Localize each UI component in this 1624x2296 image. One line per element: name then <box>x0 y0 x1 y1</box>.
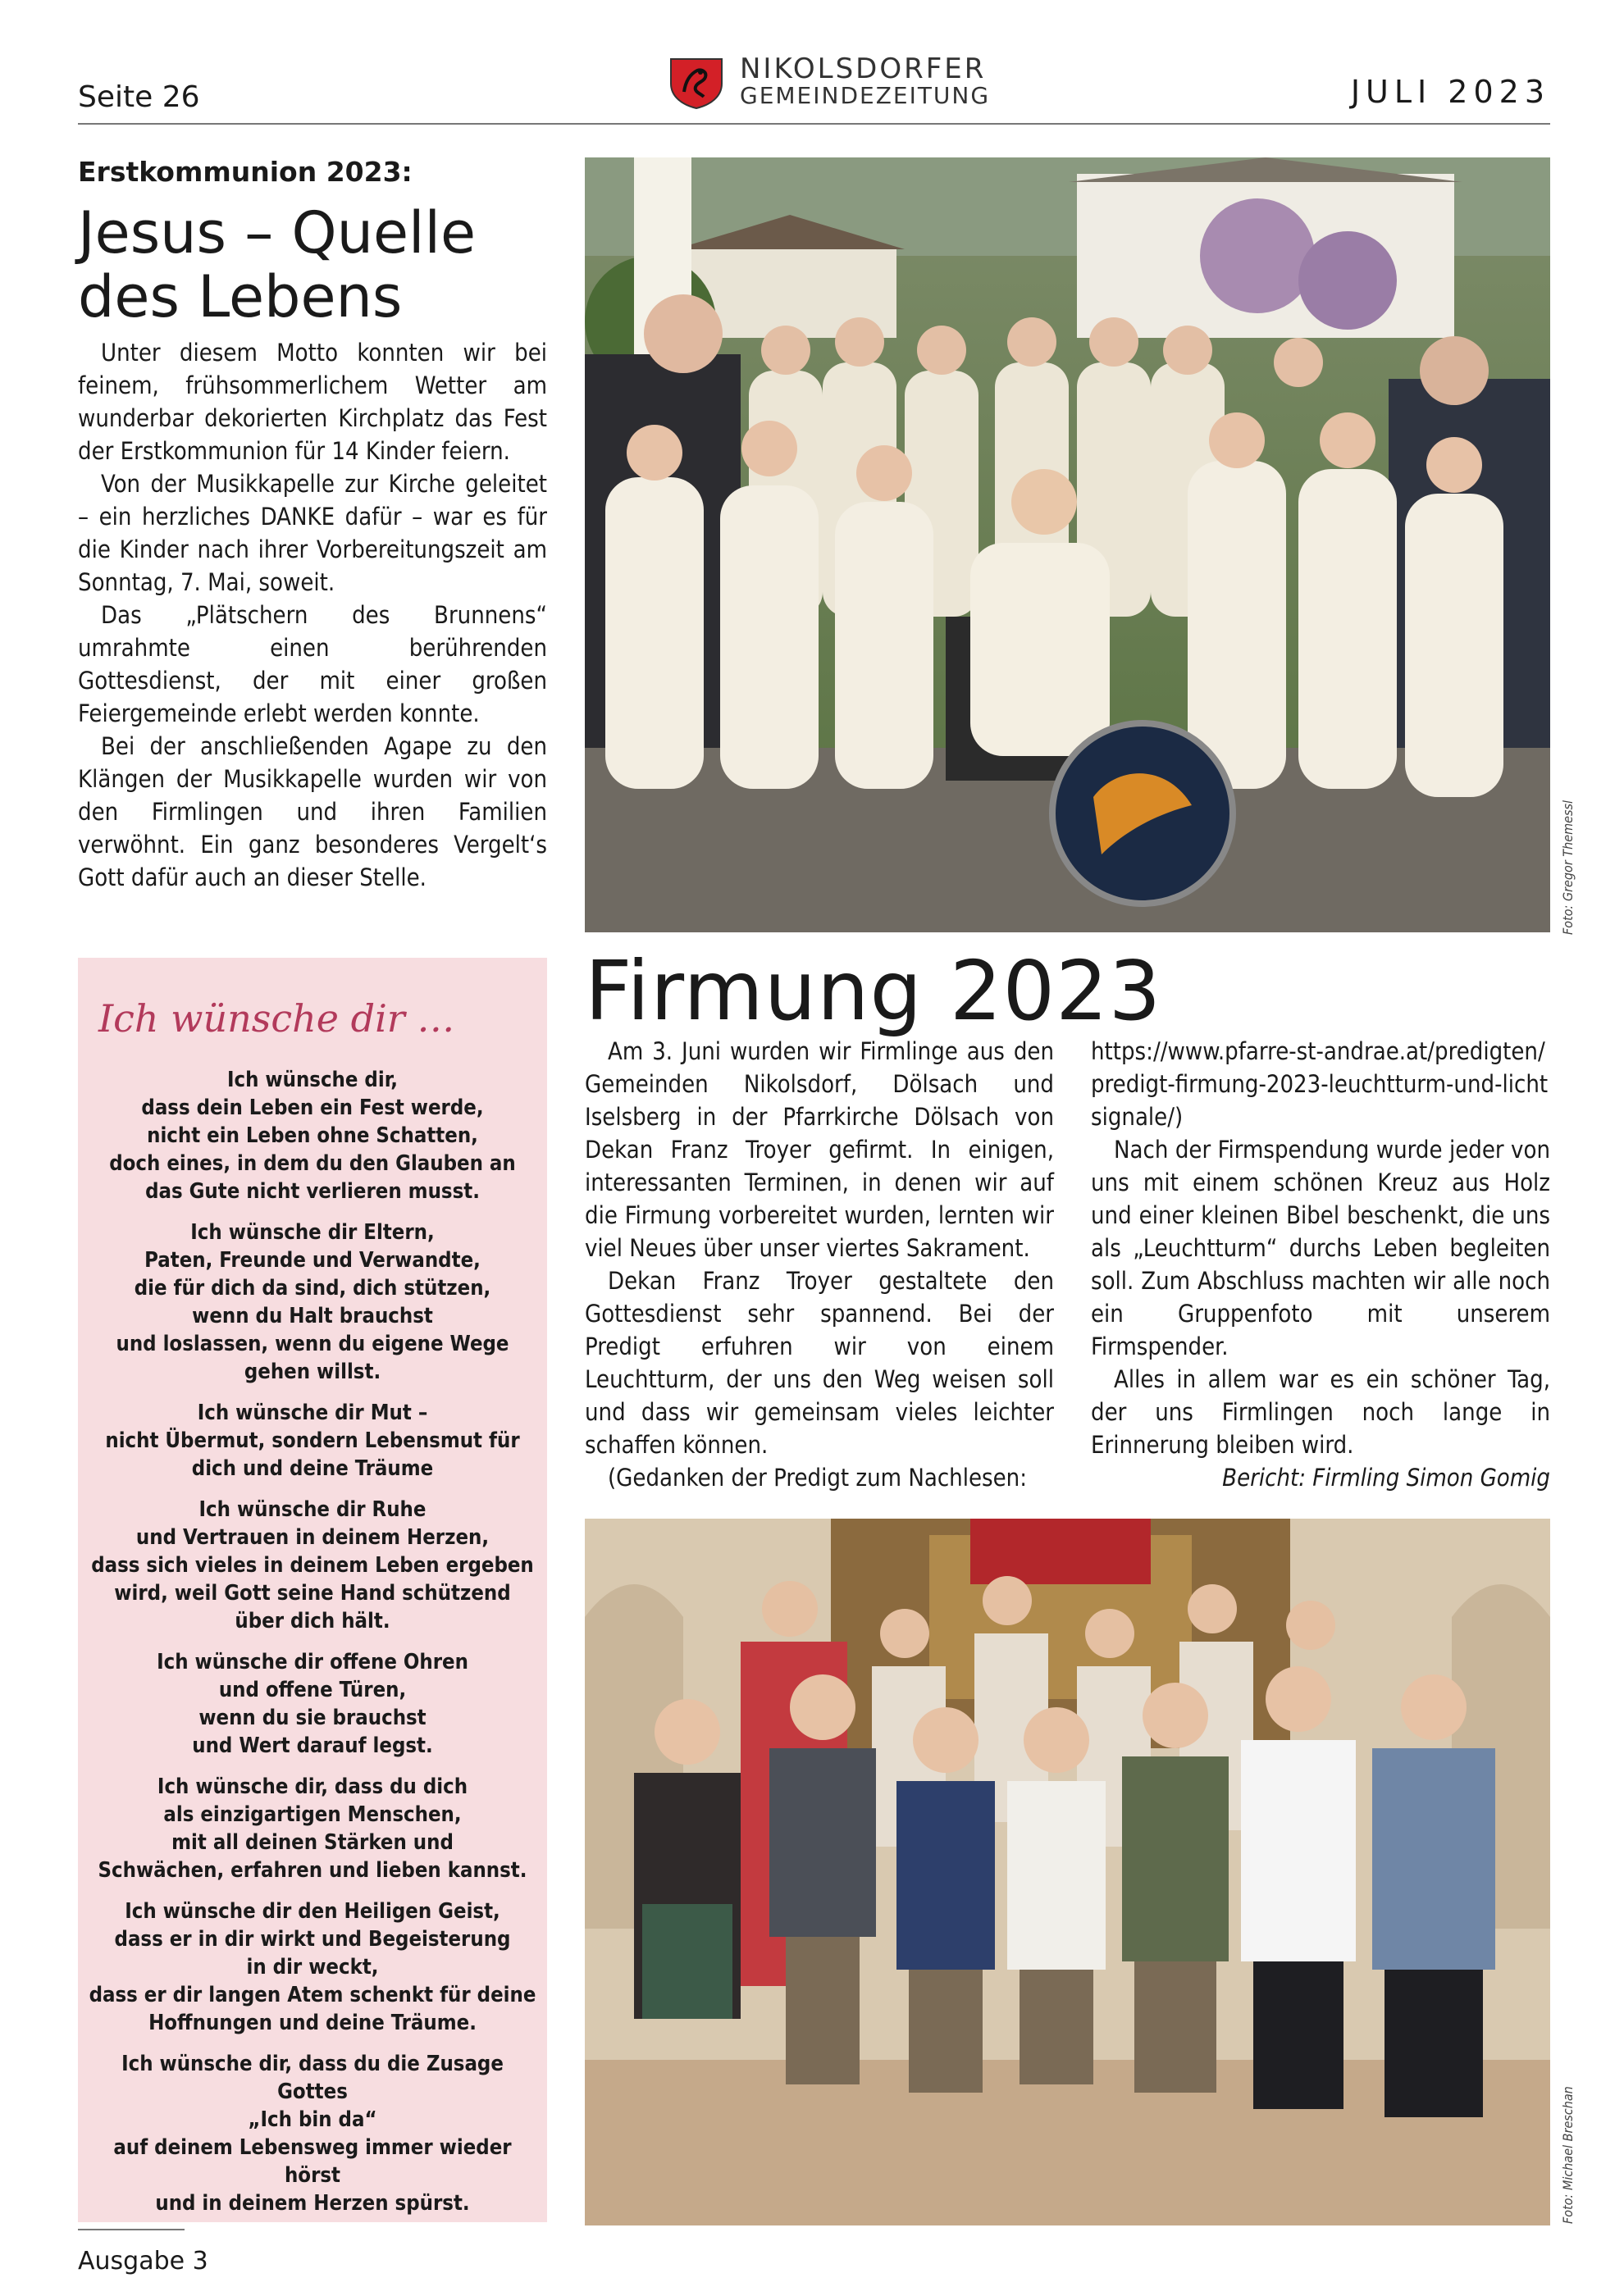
paragraph: Von der Musikkapelle zur Kirche geleitet – ein herzliches DANKE dafür – war es für die Kinder nach ihrer Vorbereitungszeit am Sonntag, 7. Mai, soweit. <box>78 470 547 596</box>
article-headline: Firmung 2023 <box>585 943 1162 1039</box>
paragraph: Das „Plätschern des Brunnens“ umrahmte einen berührenden Gottesdienst, der mit einer großen Feiergemeinde erlebt werden konnte. <box>78 601 547 727</box>
poem-stanza: Ich wünsche dir, dass du die Zusage Gottes „Ich bin da“ auf deinem Lebensweg immer wieder hörst und in deinem Herzen spürst. <box>113 2052 512 2216</box>
poem-stanza: Ich wünsche dir, dass du dich als einzigartigen Menschen, mit all deinen Stärken und Schwächen, erfahren und lieben kannst. <box>98 1774 527 1883</box>
photo-credit: Foto: Gregor Themessl <box>1560 800 1576 935</box>
header-divider <box>78 123 1550 125</box>
paragraph: Nach der Firmspendung wurde jeder von uns mit einem schönen Kreuz aus Holz und einer kleinen Bibel beschenkt, die uns als „Leuchtturm“ durchs Leben begleiten soll. Zum Abschluss machten wir alle noch ein Gruppenfoto mit unserem Firmspender. <box>1091 1136 1550 1360</box>
sermon-link[interactable]: https://www.pfarre-st-andrae.at/predigten/predigt-firmung-2023-leuchtturm-und-lichtsignale/) <box>1091 1037 1549 1131</box>
poem-stanza: Ich wünsche dir Mut – nicht Übermut, sondern Lebensmut für dich und deine Träume <box>105 1401 520 1481</box>
poem-title: Ich wünsche dir … <box>98 996 455 1041</box>
poem-stanza: Ich wünsche dir Eltern, Paten, Freunde und Verwandte, die für dich da sind, dich stützen, wenn du Halt brauchst und loslassen, wenn du eigene Wege gehen willst. <box>116 1220 509 1384</box>
poem-stanza: Ich wünsche dir Ruhe und Vertrauen in deinem Herzen, dass sich vieles in deinem Leben ergeben wird, weil Gott seine Hand schützend über dich hält. <box>91 1497 534 1633</box>
issue-date: JULI 2023 <box>1350 74 1550 110</box>
byline: Bericht: Firmling Simon Gomig <box>1222 1464 1550 1492</box>
poem-stanza: Ich wünsche dir offene Ohren und offene Türen, wenn du sie brauchst und Wert darauf legst. <box>157 1650 468 1758</box>
paragraph: Unter diesem Motto konnten wir bei feinem, frühsommerlichem Wetter am wunderbar dekorierten Kirchplatz das Fest der Erstkommunion für 14 Kinder feiern. <box>78 339 547 465</box>
page-number: Seite 26 <box>78 80 200 114</box>
poem-text <box>89 1066 536 2230</box>
paragraph: Am 3. Juni wurden wir Firmlinge aus den Gemeinden Nikolsdorf, Dölsach und Iselsberg in der Pfarrkirche Dölsach von Dekan Franz Troyer gefirmt. In einigen, interessanten Terminen, in denen wir auf die Firmung vorbereitet wurden, lernten wir viel Neues über unser viertes Sakrament. <box>585 1037 1054 1262</box>
footer-divider <box>78 2229 185 2230</box>
article-kicker: Erstkommunion 2023: <box>78 156 413 188</box>
article-body-col2 <box>1091 1035 1550 1494</box>
paragraph: Alles in allem war es ein schöner Tag, der uns Firmlingen noch lange in Erinnerung bleiben wird. <box>1091 1365 1550 1459</box>
photo-credit: Foto: Michael Breschan <box>1560 2086 1576 2224</box>
footer-issue: Ausgabe 3 <box>78 2247 208 2276</box>
brand-name: NIKOLSDORFER <box>740 52 987 85</box>
paragraph: Dekan Franz Troyer gestaltete den Gottesdienst sehr spannend. Bei der Predigt erfuhren wir von einem Leuchtturm, der uns den Weg weisen soll und dass wir gemeinsam vieles leichter schaffen können. <box>585 1267 1054 1459</box>
brand-subtitle: GEMEINDEZEITUNG <box>740 82 991 109</box>
article-headline: Jesus – Quelle des Lebens <box>78 199 477 330</box>
coat-of-arms-icon <box>664 56 728 110</box>
paragraph: Bei der anschließenden Agape zu den Klängen der Musikkapelle wurden wir von den Firmlingen und ihren Familien verwöhnt. Ein ganz besonderes Vergelt‘s Gott dafür auch an dieser Stelle. <box>78 732 547 891</box>
poem-stanza: Ich wünsche dir, dass dein Leben ein Fest werde, nicht ein Leben ohne Schatten, doch eines, in dem du den Glauben an das Gute nicht verlieren musst. <box>109 1068 516 1204</box>
paragraph: (Gedanken der Predigt zum Nachlesen: <box>608 1464 1027 1492</box>
confirmation-group-photo <box>585 1519 1550 2225</box>
article-body-col1 <box>585 1035 1054 1494</box>
poem-stanza: Ich wünsche dir den Heiligen Geist, dass er in dir wirkt und Begeisterung in dir weckt, dass er dir langen Atem schenkt für deine Hoffnungen und deine Träume. <box>89 1899 536 2035</box>
article-body <box>78 336 547 894</box>
communion-group-photo <box>585 157 1550 932</box>
